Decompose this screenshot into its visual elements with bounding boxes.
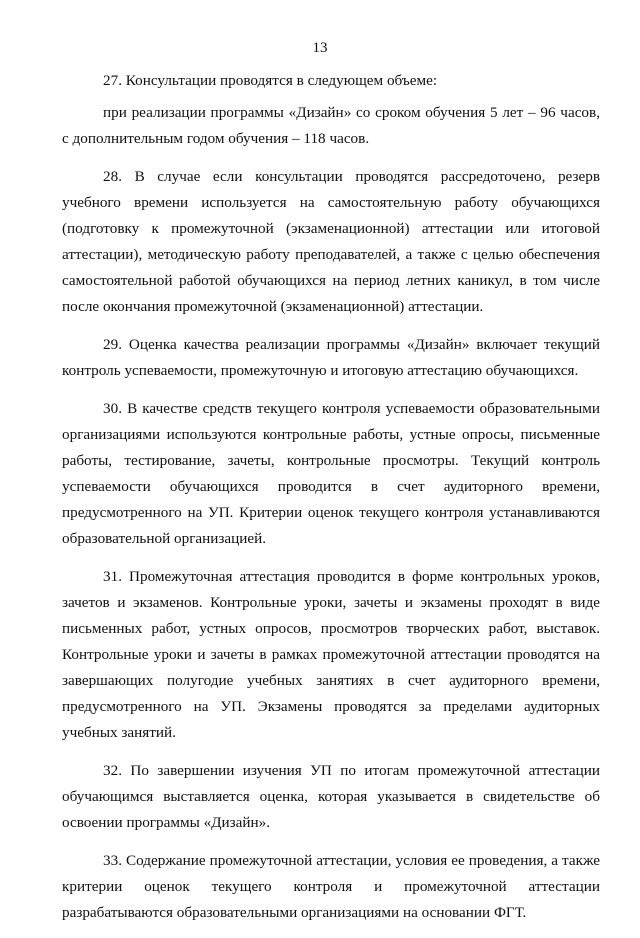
paragraph-29: 29. Оценка качества реализации программы «Дизайн» включает текущий контроль успеваемости, промежуточную и итоговую аттестацию обучающихся. bbox=[62, 336, 600, 379]
paragraph-30: 30. В качестве средств текущего контроля успеваемости образовательными организациями используются контрольные работы, устные опросы, письменные работы, тестирование, зачеты, контрольные просмотры. Текущий контроль успеваемости обучающихся проводится в счет аудиторного времени, предусмотренного на УП. Критерии оценок текущего контроля устанавливаются образовательной организацией. bbox=[62, 400, 600, 547]
paragraph-31: 31. Промежуточная аттестация проводится в форме контрольных уроков, зачетов и экзаменов. Контрольные уроки, зачеты и экзамены проходят в виде письменных работ, устных опросов, просмотров творческих работ, выставок. Контрольные уроки и зачеты в рамках промежуточной аттестации проводятся на завершающих полугодие учебных занятиях в счет аудиторного времени, предусмотренного на УП. Экзамены проводятся за пределами аудиторных учебных занятий. bbox=[62, 568, 600, 741]
page-number: 13 bbox=[312, 40, 328, 56]
document-body bbox=[62, 68, 600, 938]
paragraph-27-details: при реализации программы «Дизайн» со сроком обучения 5 лет – 96 часов, с дополнительным годом обучения – 118 часов. bbox=[62, 104, 600, 147]
paragraph-28: 28. В случае если консультации проводятся рассредоточено, резерв учебного времени используется на самостоятельную работу обучающихся (подготовку к промежуточной (экзаменационной) аттестации или итоговой аттестации), методическую работу преподавателей, а также с целью обеспечения самостоятельной работой обучающихся на период летних каникул, в том числе после окончания промежуточной (экзаменационной) аттестации. bbox=[62, 168, 600, 315]
paragraph-27: 27. Консультации проводятся в следующем объеме: bbox=[103, 72, 438, 89]
paragraph-32: 32. По завершении изучения УП по итогам промежуточной аттестации обучающимся выставляется оценка, которая указывается в свидетельстве об освоении программы «Дизайн». bbox=[62, 762, 600, 831]
paragraph-33: 33. Содержание промежуточной аттестации, условия ее проведения, а также критерии оценок текущего контроля и промежуточной аттестации разрабатываются образовательными организациями на основании ФГТ. bbox=[62, 852, 600, 921]
